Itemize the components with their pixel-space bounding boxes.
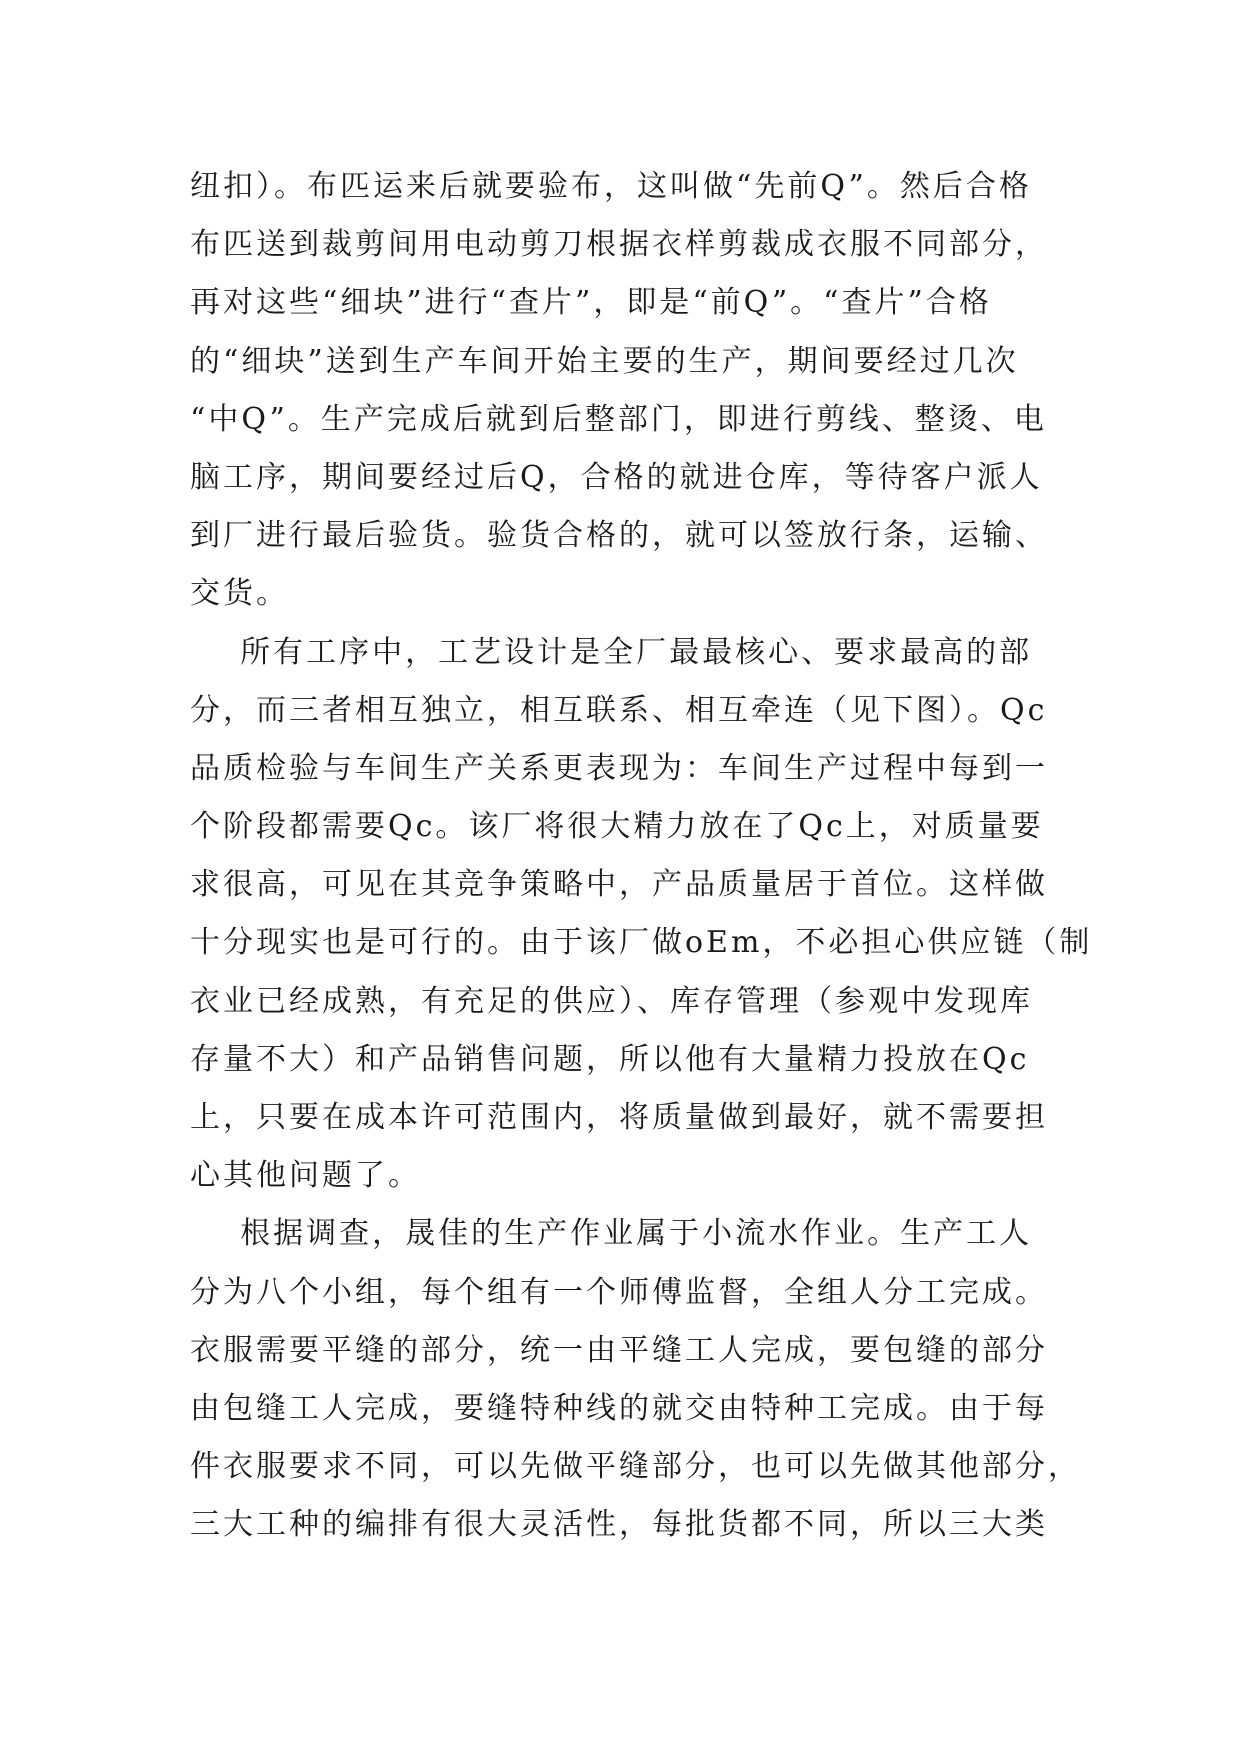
text-line: 求很高，可见在其竞争策略中，产品质量居于首位。这样做 xyxy=(190,867,1048,903)
text-line: 十分现实也是可行的。由于该厂做oEm，不必担心供应链（制 xyxy=(190,925,1093,961)
text-line: 纽扣）。布匹运来后就要验布，这叫做“先前Q”。然后合格 xyxy=(190,169,1032,204)
text-line: 由包缝工人完成，要缝特种线的就交由特种工完成。由于每 xyxy=(190,1390,1048,1426)
text-line: 的“细块”送到生产车间开始主要的生产，期间要经过几次 xyxy=(190,343,1019,379)
text-line: 布匹送到裁剪间用电动剪刀根据衣样剪裁成衣服不同部分， xyxy=(190,227,1048,263)
text-line: 分为八个小组，每个组有一个师傅监督，全组人分工完成。 xyxy=(190,1274,1048,1310)
text-line: 分，而三者相互独立，相互联系、相互牵连（见下图）。Qc xyxy=(190,692,1048,728)
text-line: 上，只要在成本许可范围内，将质量做到最好，就不需要担 xyxy=(190,1100,1048,1135)
text-line: 心其他问题了。 xyxy=(190,1158,421,1194)
text-line: 个阶段都需要Qc。该厂将很大精力放在了Qc上，对质量要 xyxy=(190,809,1044,845)
text-line: 根据调查，晟佳的生产作业属于小流水作业。生产工人 xyxy=(190,1216,1033,1252)
text-line: 衣服需要平缝的部分，统一由平缝工人完成，要包缝的部分 xyxy=(190,1332,1048,1368)
text-line: 到厂进行最后验货。验货合格的，就可以签放行条，运输、 xyxy=(190,518,1048,554)
text-line: 件衣服要求不同，可以先做平缝部分，也可以先做其他部分， xyxy=(190,1449,1081,1485)
text-line: 交货。 xyxy=(190,576,289,612)
text-line: 再对这些“细块”进行“查片”，即是“前Q”。“查片”合格 xyxy=(190,285,992,321)
body-text xyxy=(190,158,1093,1555)
text-line: 所有工序中，工艺设计是全厂最最核心、要求最高的部 xyxy=(190,634,1033,670)
text-line: 存量不大）和产品销售问题，所以他有大量精力投放在Qc xyxy=(190,1041,1030,1077)
text-line: 脑工序，期间要经过后Q，合格的就进仓库，等待客户派人 xyxy=(190,459,1043,495)
text-line: “中Q”。生产完成后就到后整部门，即进行剪线、整烫、电 xyxy=(190,401,1047,437)
text-line: 品质检验与车间生产关系更表现为：车间生产过程中每到一 xyxy=(190,750,1048,786)
text-line: 三大工种的编排有很大灵活性，每批货都不同，所以三大类 xyxy=(190,1507,1048,1543)
text-line: 衣业已经成熟，有充足的供应）、库存管理（参观中发现库 xyxy=(190,983,1033,1019)
